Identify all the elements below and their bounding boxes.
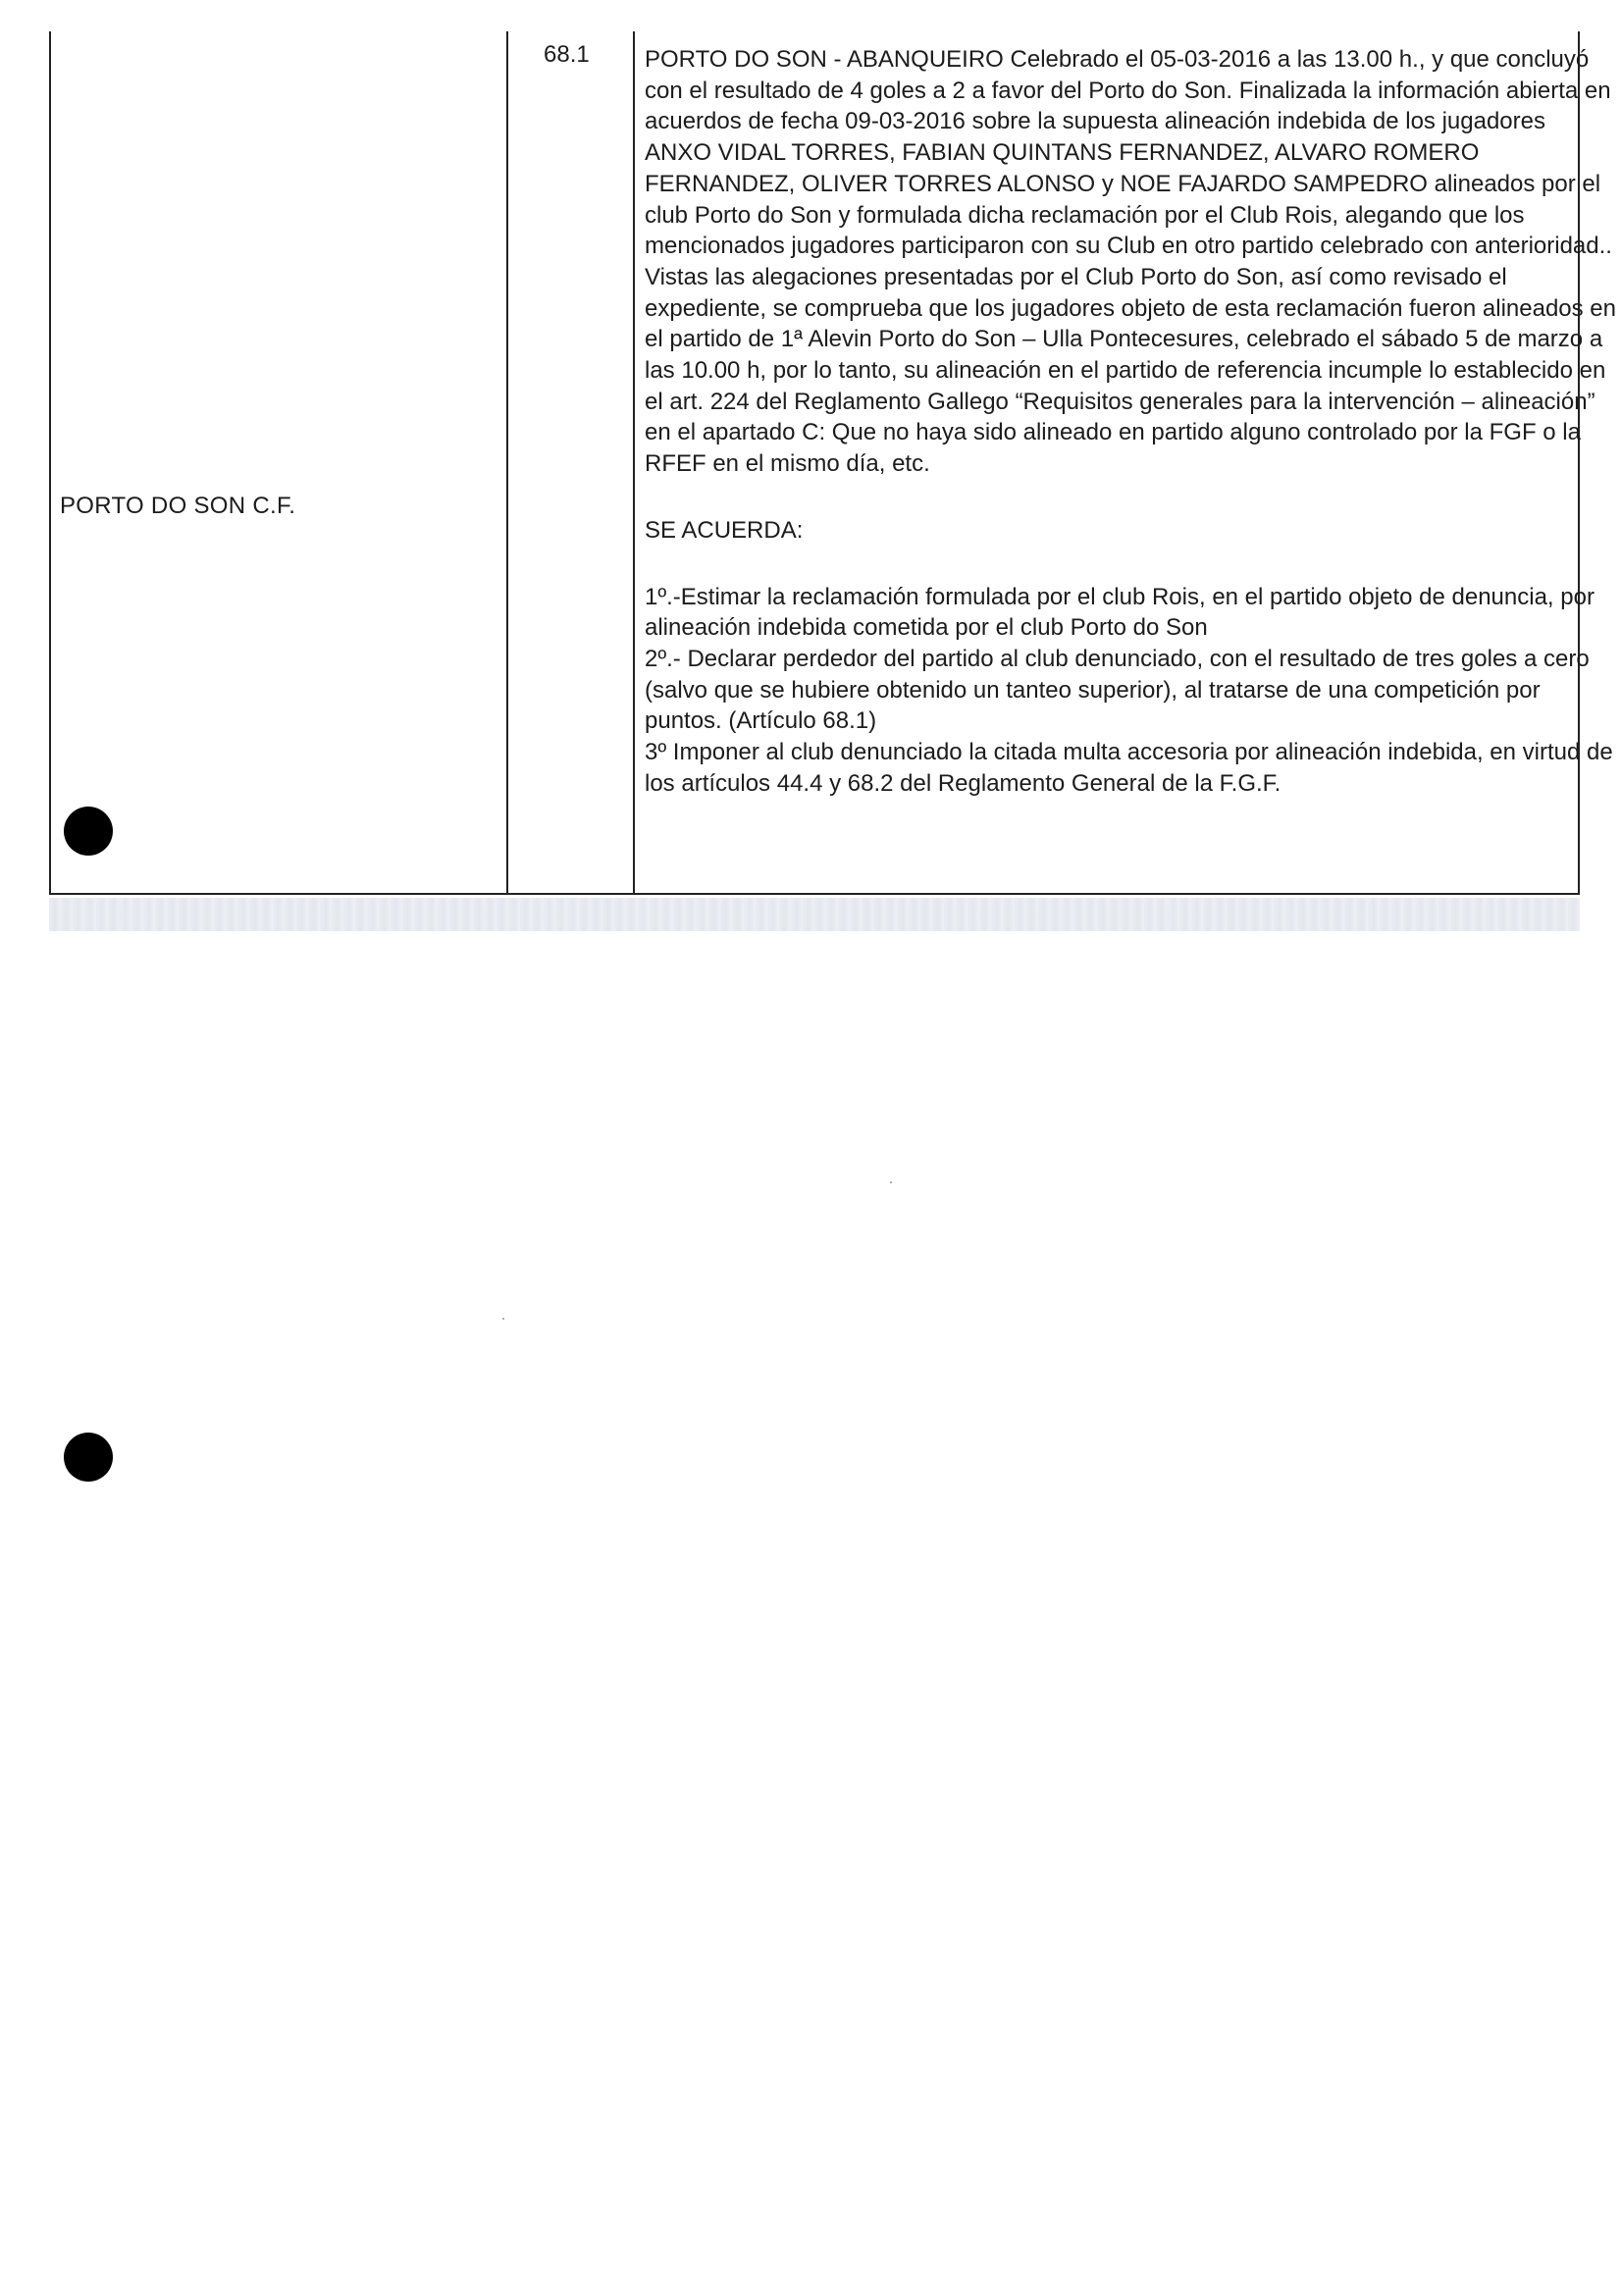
- scan-speck: [890, 1181, 892, 1183]
- scan-speck: [502, 1318, 504, 1320]
- agreement-point-1: 1º.-Estimar la reclamación formulada por el club Rois, en el partido objeto de denuncia, por alineación indebida cometida por el club Porto do Son: [645, 583, 1595, 642]
- column-divider-article: [633, 31, 635, 895]
- case-description: PORTO DO SON - ABANQUEIRO Celebrado el 05-03-2016 a las 13.00 h., y que concluyó con el resultado de 4 goles a 2 a favor del Porto do Son. Finalizada la información abierta en acuerdos de fecha 09-03-2016 sobre la supuesta alineación indebida de los jugadores ANXO VIDAL TORRES, FABIAN QUINTANS FERNANDEZ, ALVARO ROMERO FERNANDEZ, OLIVER TORRES ALONSO y NOE FAJARDO SAMPEDRO alineados por el club Porto do Son y formulada dicha reclamación por el Club Rois, alegando que los mencionados jugadores participaron con su Club en otro partido celebrado con anterioridad.. Vistas las alegaciones presentadas por el Club Porto do Son, así como revisado el expediente, se comprueba que los jugadores objeto de esta reclamación fueron alineados en el partido de 1ª Alevin Porto do Son – Ulla Pontecesures, celebrado el sábado 5 de marzo a las 10.00 h, por lo tanto, su alineación en el partido de referencia incumple lo establecido en el art. 224 del Reglamento Gallego “Requisitos generales para la intervención – alineación” en el apartado C: Que no haya sido alineado en partido alguno controlado por la FGF o la RFEF en el mismo día, etc.: [645, 46, 1616, 478]
- agreement-heading: SE ACUERDA:: [645, 516, 804, 544]
- article-number-cell: 68.1: [544, 41, 590, 68]
- table-left-border: [49, 31, 51, 895]
- resolution-text-cell: [645, 44, 1616, 799]
- column-divider-club: [506, 31, 508, 895]
- agreement-point-2: 2º.- Declarar perdedor del partido al club denunciado, con el resultado de tres goles a cero (salvo que se hubiere obtenido un tanteo superior), al tratarse de una competición por puntos. (Artículo 68.1): [645, 645, 1590, 735]
- table-bottom-border: [49, 893, 1580, 895]
- club-name-cell: PORTO DO SON C.F.: [60, 493, 296, 519]
- agreement-point-3: 3º Imponer al club denunciado la citada multa accesoria por alineación indebida, en virtud de los artículos 44.4 y 68.2 del Reglamento General de la F.G.F.: [645, 739, 1613, 797]
- punch-hole-lower: [64, 1433, 113, 1482]
- resolution-table: [49, 31, 1616, 895]
- punch-hole-upper: [64, 807, 113, 856]
- scan-artifact-band: [49, 898, 1580, 931]
